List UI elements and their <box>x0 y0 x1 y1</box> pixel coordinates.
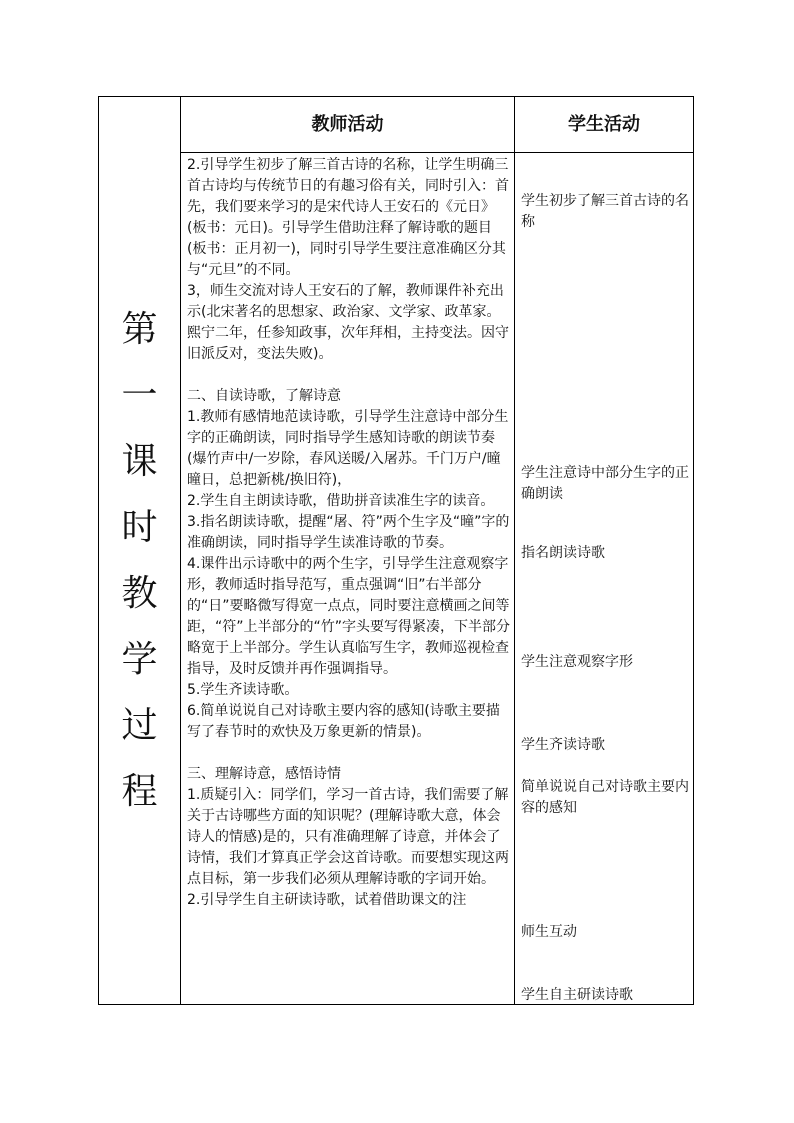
student-activity-item: 学生齐读诗歌 <box>521 737 605 753</box>
column-divider-right <box>514 97 515 1004</box>
teacher-activity-paragraph: 1.质疑引入：同学们，学习一首古诗，我们需要了解关于古诗哪些方面的知识呢？(理解诗歌大意，体会诗人的情感)是的，只有准确理解了诗意，并体会了诗情，我们才算真正学会这首诗歌。而要想实现这两点目标，第一步我们必须从理解诗歌的字词开始。 <box>187 787 509 887</box>
student-activity-item: 学生注意诗中部分生字的正确朗读 <box>521 465 689 502</box>
section-title-char: 时 <box>121 507 158 548</box>
paragraph-spacer <box>187 365 511 386</box>
section-title-char: 一 <box>121 375 158 416</box>
student-activity-item: 学生自主研读诗歌 <box>521 987 633 1003</box>
teacher-activity-paragraph: 4.课件出示诗歌中的两个生字，引导学生注意观察字形，教师适时指导范写，重点强调“旧”右半部分的“日”要略微写得宽一点点，同时要注意横画之间等距，“符”上半部分的“竹”字头要写得紧凑，下半部分略宽于上半部分。学生认真临写生字，教师巡视检查指导，及时反馈并再作强调指导。 <box>187 556 511 677</box>
student-activity-item: 指名朗读诗歌 <box>521 545 605 561</box>
teacher-activity-cell <box>187 155 511 911</box>
teacher-activity-paragraph: 5.学生齐读诗歌。 <box>187 682 299 698</box>
teacher-activity-paragraph: 三、理解诗意，感悟诗情 <box>187 766 341 782</box>
student-activity-item: 师生互动 <box>521 924 577 940</box>
section-title-char: 教 <box>121 573 158 614</box>
paragraph-spacer <box>187 743 511 764</box>
section-title-vertical <box>99 297 180 825</box>
student-activity-item: 简单说说自己对诗歌主要内容的感知 <box>521 779 689 816</box>
header-student-activity: 学生活动 <box>568 114 640 135</box>
column-divider-left <box>180 97 181 1004</box>
student-activity-item: 学生注意观察字形 <box>521 654 633 670</box>
teacher-activity-paragraph: 2.学生自主朗读诗歌，借助拼音读准生字的读音。 <box>187 493 495 509</box>
section-title-char: 程 <box>121 771 158 812</box>
teacher-activity-paragraph: 3，师生交流对诗人王安石的了解，教师课件补充出示(北宋著名的思想家、政治家、文学家、政革家。熙宁二年，任参知政事，次年拜相，主持变法。因守旧派反对，变法失败)。 <box>187 283 509 362</box>
section-title-char: 学 <box>121 639 158 680</box>
header-teacher-activity: 教师活动 <box>311 114 384 135</box>
teacher-activity-paragraph: 1.教师有感情地范读诗歌，引导学生注意诗中部分生字的正确朗读，同时指导学生感知诗歌的朗读节奏(爆竹声中/一岁除，春风送暖/入屠苏。千门万户/曈曈日，总把新桃/换旧符)， <box>187 409 509 488</box>
student-activity-item: 学生初步了解三首古诗的名称 <box>521 193 689 230</box>
teacher-activity-paragraph: 二、自读诗歌，了解诗意 <box>187 388 341 404</box>
header-row-divider <box>180 152 693 153</box>
teacher-activity-paragraph: 3.指名朗读诗歌，提醒“屠、符”两个生字及“曈”字的准确朗读，同时指导学生读准诗歌的节奏。 <box>187 514 510 551</box>
teacher-activity-paragraph: 6.简单说说自己对诗歌主要内容的感知(诗歌主要描写了春节时的欢快及万象更新的情景)。 <box>187 703 500 740</box>
lesson-plan-table <box>98 96 694 1005</box>
section-title-char: 过 <box>121 705 158 746</box>
section-title-char: 课 <box>121 441 158 482</box>
teacher-activity-paragraph: 2.引导学生初步了解三首古诗的名称，让学生明确三首古诗均与传统节日的有趣习俗有关，同时引入：首先，我们要来学习的是宋代诗人王安石的《元日》(板书：元日)。引导学生借助注释了解诗歌的题目(板书：正月初一)，同时引导学生要注意准确区分其与“元旦”的不同。 <box>187 157 509 278</box>
teacher-activity-paragraph: 2.引导学生自主研读诗歌，试着借助课文的注 <box>187 892 467 908</box>
section-title-char: 第 <box>121 309 158 350</box>
